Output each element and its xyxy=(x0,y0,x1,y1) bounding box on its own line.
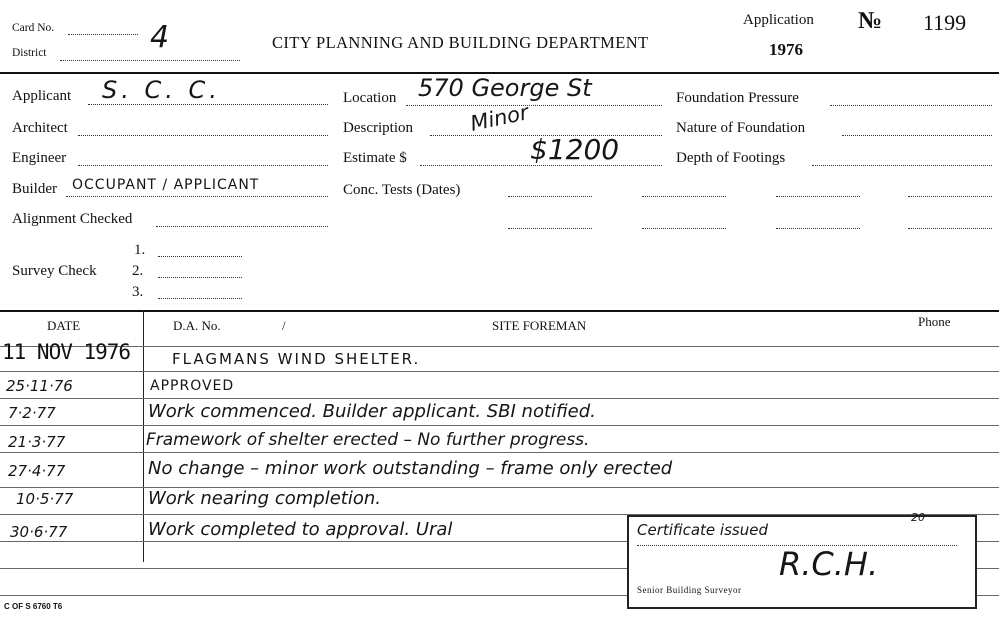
entry-text-2: APPROVED xyxy=(150,378,235,394)
engineer-label: Engineer xyxy=(12,150,67,166)
form-code: C OF S 6760 T6 xyxy=(4,602,63,611)
estimate-value: $1200 xyxy=(530,133,620,166)
conc-date-line xyxy=(508,228,592,229)
district-label: District xyxy=(12,47,47,59)
stamp-line xyxy=(637,545,957,546)
number-sign: № xyxy=(858,8,883,34)
conc-date-line xyxy=(776,228,860,229)
conc-date-line xyxy=(908,196,992,197)
location-line xyxy=(406,105,662,106)
conc-tests-label: Conc. Tests (Dates) xyxy=(343,182,461,198)
survey-num-2: 2. xyxy=(132,263,144,279)
log-top-border xyxy=(0,310,999,312)
builder-value: OCCUPANT / APPLICANT xyxy=(72,177,260,193)
builder-line xyxy=(66,196,328,197)
conc-date-line xyxy=(642,228,726,229)
alignment-line xyxy=(156,226,328,227)
applicant-label: Applicant xyxy=(12,88,72,104)
conc-date-line xyxy=(642,196,726,197)
da-header: D.A. No. xyxy=(173,318,221,333)
foundation-pressure-line xyxy=(830,105,992,106)
stamp-caption: Senior Building Surveyor xyxy=(637,585,742,595)
card-no-line xyxy=(68,34,138,35)
phone-header: Phone xyxy=(918,314,951,329)
nature-foundation-line xyxy=(842,135,992,136)
district-line xyxy=(60,60,240,61)
architect-line xyxy=(78,135,328,136)
application-year: 1976 xyxy=(769,40,803,59)
application-label: Application xyxy=(743,12,814,28)
entry-date-2: 25·11·76 xyxy=(6,377,73,395)
estimate-label: Estimate $ xyxy=(343,150,407,166)
stamp-day: 20 xyxy=(911,511,925,524)
entry-date-5: 27·4·77 xyxy=(8,462,66,480)
date-header: DATE xyxy=(47,318,81,333)
conc-date-line xyxy=(908,228,992,229)
applicant-line xyxy=(88,104,328,105)
conc-date-line xyxy=(776,196,860,197)
department-title: CITY PLANNING AND BUILDING DEPARTMENT xyxy=(272,33,649,52)
stamp-line-text: Certificate issued xyxy=(637,521,768,539)
alignment-label: Alignment Checked xyxy=(12,211,133,227)
da-slash: / xyxy=(282,318,286,333)
foundation-pressure-label: Foundation Pressure xyxy=(676,90,799,106)
survey-line-2 xyxy=(158,277,242,278)
row-line xyxy=(0,346,999,347)
row-line xyxy=(0,398,999,399)
survey-label: Survey Check xyxy=(12,263,97,279)
district-value: 4 xyxy=(150,20,170,55)
entry-text-6: Work nearing completion. xyxy=(148,488,381,509)
survey-num-3: 3. xyxy=(132,284,144,300)
row-line xyxy=(0,452,999,453)
entry-text-5: No change – minor work outstanding – frame only erected xyxy=(148,458,673,479)
survey-line-1 xyxy=(158,256,242,257)
location-label: Location xyxy=(343,90,397,106)
depth-footings-label: Depth of Footings xyxy=(676,150,786,166)
entry-date-1: 11 NOV 1976 xyxy=(2,340,131,364)
description-label: Description xyxy=(343,120,413,136)
date-column-divider xyxy=(143,310,144,562)
conc-date-line xyxy=(508,196,592,197)
entry-date-6: 10·5·77 xyxy=(16,490,74,508)
entry-text-3: Work commenced. Builder applicant. SBI notified. xyxy=(148,401,596,422)
foreman-header: SITE FOREMAN xyxy=(492,318,587,333)
card-no-label: Card No. xyxy=(12,22,55,34)
entry-text-1: FLAGMANS WIND SHELTER. xyxy=(172,350,421,368)
engineer-line xyxy=(78,165,328,166)
stamp-initials: R.C.H. xyxy=(779,545,879,583)
survey-num-1: 1. xyxy=(134,242,146,258)
depth-footings-line xyxy=(812,165,992,166)
row-line xyxy=(0,425,999,426)
entry-text-7: Work completed to approval. Ural xyxy=(148,519,453,540)
applicant-value: S. C. C. xyxy=(102,76,221,104)
entry-date-7: 30·6·77 xyxy=(10,523,68,541)
row-line xyxy=(0,371,999,372)
description-value: Minor xyxy=(468,100,531,136)
builder-label: Builder xyxy=(12,181,57,197)
application-number: 1199 xyxy=(923,10,967,35)
entry-text-4: Framework of shelter erected – No further progress. xyxy=(146,430,590,450)
survey-line-3 xyxy=(158,298,242,299)
entry-date-3: 7·2·77 xyxy=(8,404,56,422)
architect-label: Architect xyxy=(12,120,68,136)
entry-date-4: 21·3·77 xyxy=(8,433,66,451)
certificate-stamp xyxy=(627,511,977,609)
nature-foundation-label: Nature of Foundation xyxy=(676,120,806,136)
location-value: 570 George St xyxy=(418,74,592,102)
